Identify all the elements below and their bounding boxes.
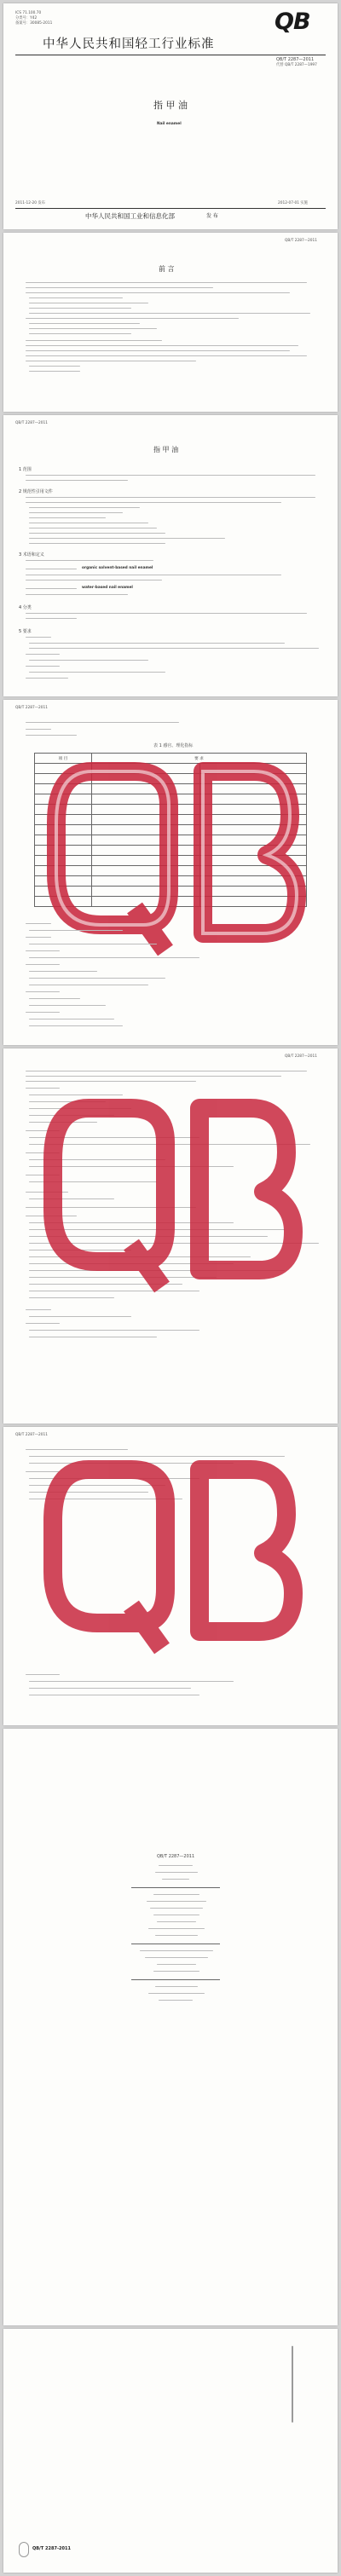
qb-watermark [38,1083,310,1304]
barcode-frame [19,2542,29,2557]
table-header-item: 项 目 [35,754,92,764]
ics-code: ICS 71.100.70 [15,11,42,15]
preface-title: 前 言 [159,265,175,273]
section-4-heading: 4 分类 [19,605,32,610]
cover-page [3,3,338,229]
qb-watermark [41,737,314,967]
table-1-caption: 表 1 感官、理化指标 [153,743,194,748]
body-page-1 [3,415,338,696]
body-title: 指 甲 油 [153,446,179,453]
back-cover-page [3,2329,338,2573]
qb-watermark [38,1453,310,1666]
replaces-note: 代替 QB/T 2287—1997 [276,63,317,67]
cover-bottom-rule [15,208,326,209]
imprint-std-number: QB/T 2287—2011 [157,1854,195,1859]
term-3-2-en: water-based nail enamel [82,586,133,590]
page-header-number: QB/T 2287—2011 [15,706,48,710]
issuer: 中华人民共和国工业和信息化部 [85,212,175,220]
page-header-number: QB/T 2287—2011 [15,421,48,425]
issuer-suffix: 发 布 [206,213,218,219]
title-en: Nail enamel [157,122,182,126]
standard-number: QB/T 2287—2011 [276,57,315,62]
qb-logo: QB [275,9,310,35]
standard-title: 中华人民共和国轻工行业标准 [43,38,215,51]
body-page-4 [3,1427,338,1725]
section-5-heading: 5 要求 [19,629,32,634]
section-3-heading: 3 术语和定义 [19,552,44,557]
title-cn: 指 甲 油 [153,100,188,111]
body-page-2 [3,700,338,1045]
issue-date: 2011-12-20 发布 [15,201,45,205]
implementation-date: 2012-07-01 实施 [278,201,308,205]
body-page-3 [3,1048,338,1424]
page-header-number: QB/T 2287—2011 [15,1433,48,1437]
imprint-page [3,1729,338,2325]
preface-page [3,233,338,412]
back-cover-std-number: QB/T 2287-2011 [32,2546,71,2551]
filing-number: 备案号：30085-2011 [15,21,53,26]
classification-code: 分类号：Y42 [15,16,38,20]
table-header-req: 要 求 [92,754,307,764]
section-2-heading: 2 规范性引用文件 [19,489,53,494]
page-header-number: QB/T 2287—2011 [285,1054,317,1059]
term-3-1-en: organic solvent-based nail enamel [82,566,153,570]
section-1-heading: 1 范围 [19,467,32,472]
page-header-number: QB/T 2287—2011 [285,239,317,243]
